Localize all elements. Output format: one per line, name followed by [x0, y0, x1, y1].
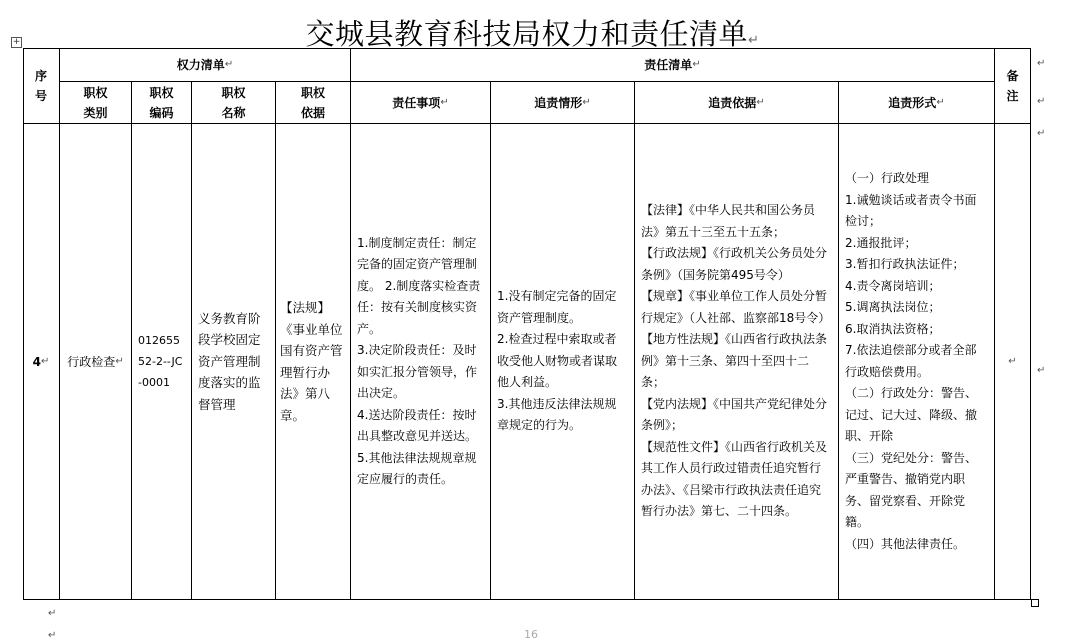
header-power-name: 职权名称	[192, 82, 276, 124]
header-resp-items: 责任事项 ↵	[351, 82, 491, 124]
acc-form-item: 2.通报批评；	[845, 235, 917, 250]
cell-name: 义务教育阶段学校固定资产管理制度落实的监督管理	[192, 124, 276, 600]
acc-case: 1.没有制定完备的固定资产管理制度。	[497, 289, 617, 325]
acc-form-item: 5.调离执法岗位；	[845, 300, 941, 314]
cell-acc-form	[839, 124, 995, 600]
row-end-mark: ↵	[1037, 365, 1046, 376]
page-number: 16	[524, 628, 538, 641]
cell-acc-basis	[635, 124, 839, 600]
acc-form-item: （二）行政处分：警告、记过、记大过、降级、撤职、开除	[845, 386, 978, 443]
acc-form-item: 3.暂扣行政执法证件；	[845, 257, 965, 271]
acc-form-item: （四）其他法律责任。	[845, 536, 966, 551]
table-move-handle-icon[interactable]: +	[12, 37, 21, 47]
acc-basis-item: 【规范性文件】《山西省行政机关及其工作人员行政过错责任追究暂行办法》、《吕梁市行政执法责任追究暂行办法》第七、二十四条。	[641, 439, 828, 519]
acc-case: 2.检查过程中索取或者收受他人财物或者谋取他人利益。	[497, 332, 618, 390]
resp-item: 5.其他法律法规规章规定应履行的责任。	[357, 450, 477, 486]
cell-resp-items	[351, 124, 491, 600]
acc-form-item: 1.诫勉谈话或者责令书面检讨；	[845, 192, 977, 228]
cell-code: 01265552-2--JC-0001	[132, 124, 192, 600]
row-end-mark: ↵	[1037, 96, 1046, 107]
resp-item: 4.送达阶段责任：按时出具整改意见并送达。	[357, 407, 478, 443]
cell-remarks: ↵	[995, 124, 1031, 600]
cell-acc-cases	[491, 124, 635, 600]
acc-form-item: 4.责令离岗培训；	[845, 278, 941, 293]
header-remarks: 备注	[995, 48, 1031, 124]
acc-form-item: 7.依法追偿部分或者全部行政赔偿费用。	[845, 343, 977, 379]
header-power-category: 职权类别	[60, 82, 132, 124]
row-end-mark: ↵	[1037, 128, 1046, 139]
table-resize-handle-icon[interactable]	[1031, 599, 1039, 607]
header-acc-cases: 追责情形 ↵	[491, 82, 635, 124]
power-responsibility-table	[23, 48, 1031, 600]
header-acc-form: 追责形式 ↵	[839, 82, 995, 124]
header-power-list: 权力清单 ↵	[60, 48, 351, 82]
acc-basis-item: 【法律】《中华人民共和国公务员法》第五十三至五十五条；	[641, 203, 816, 239]
acc-form-item: （三）党纪处分：警告、严重警告、撤销党内职务、留党察看、开除党籍。	[845, 450, 978, 529]
acc-case: 3.其他违反法律法规规章规定的行为。	[497, 396, 617, 433]
header-resp-list: 责任清单 ↵	[351, 48, 995, 82]
acc-basis-item: 【党内法规】《中国共产党纪律处分条例》；	[641, 396, 828, 433]
acc-basis-item: 【地方性法规】《山西省行政执法条例》第十三条、第四十至四十二条；	[641, 332, 828, 390]
acc-form-item: 6.取消执法资格；	[845, 321, 941, 336]
resp-item: 3.决定阶段责任：及时如实汇报分管领导，作出决定。	[357, 343, 478, 400]
acc-basis-item: 【规章】《事业单位工作人员处分暂行规定》（人社部、监察部18号令）	[641, 289, 831, 325]
page-title: 交城县教育科技局权力和责任清单↵	[305, 17, 760, 51]
paragraph-mark: ↵	[48, 608, 57, 619]
header-seq: 序号	[23, 48, 60, 124]
acc-form-item: （一）行政处理	[845, 171, 930, 185]
cell-seq: 4 ↵	[23, 124, 60, 600]
cell-basis: 【法规】《事业单位国有资产管理暂行办法》第八章。	[276, 124, 351, 600]
resp-item: 1.制度制定责任：制定完备的固定资产管理制度。 2.制度落实检查责任：按有关制度核实资产。	[357, 235, 481, 336]
cell-category: 行政检查 ↵	[60, 124, 132, 600]
row-end-mark: ↵	[1037, 58, 1046, 69]
paragraph-mark: ↵	[48, 630, 57, 641]
header-power-code: 职权编码	[132, 82, 192, 124]
header-acc-basis: 追责依据 ↵	[635, 82, 839, 124]
header-power-basis: 职权依据	[276, 82, 351, 124]
acc-basis-item: 【行政法规】《行政机关公务员处分条例》（国务院第495号令）	[641, 246, 828, 282]
